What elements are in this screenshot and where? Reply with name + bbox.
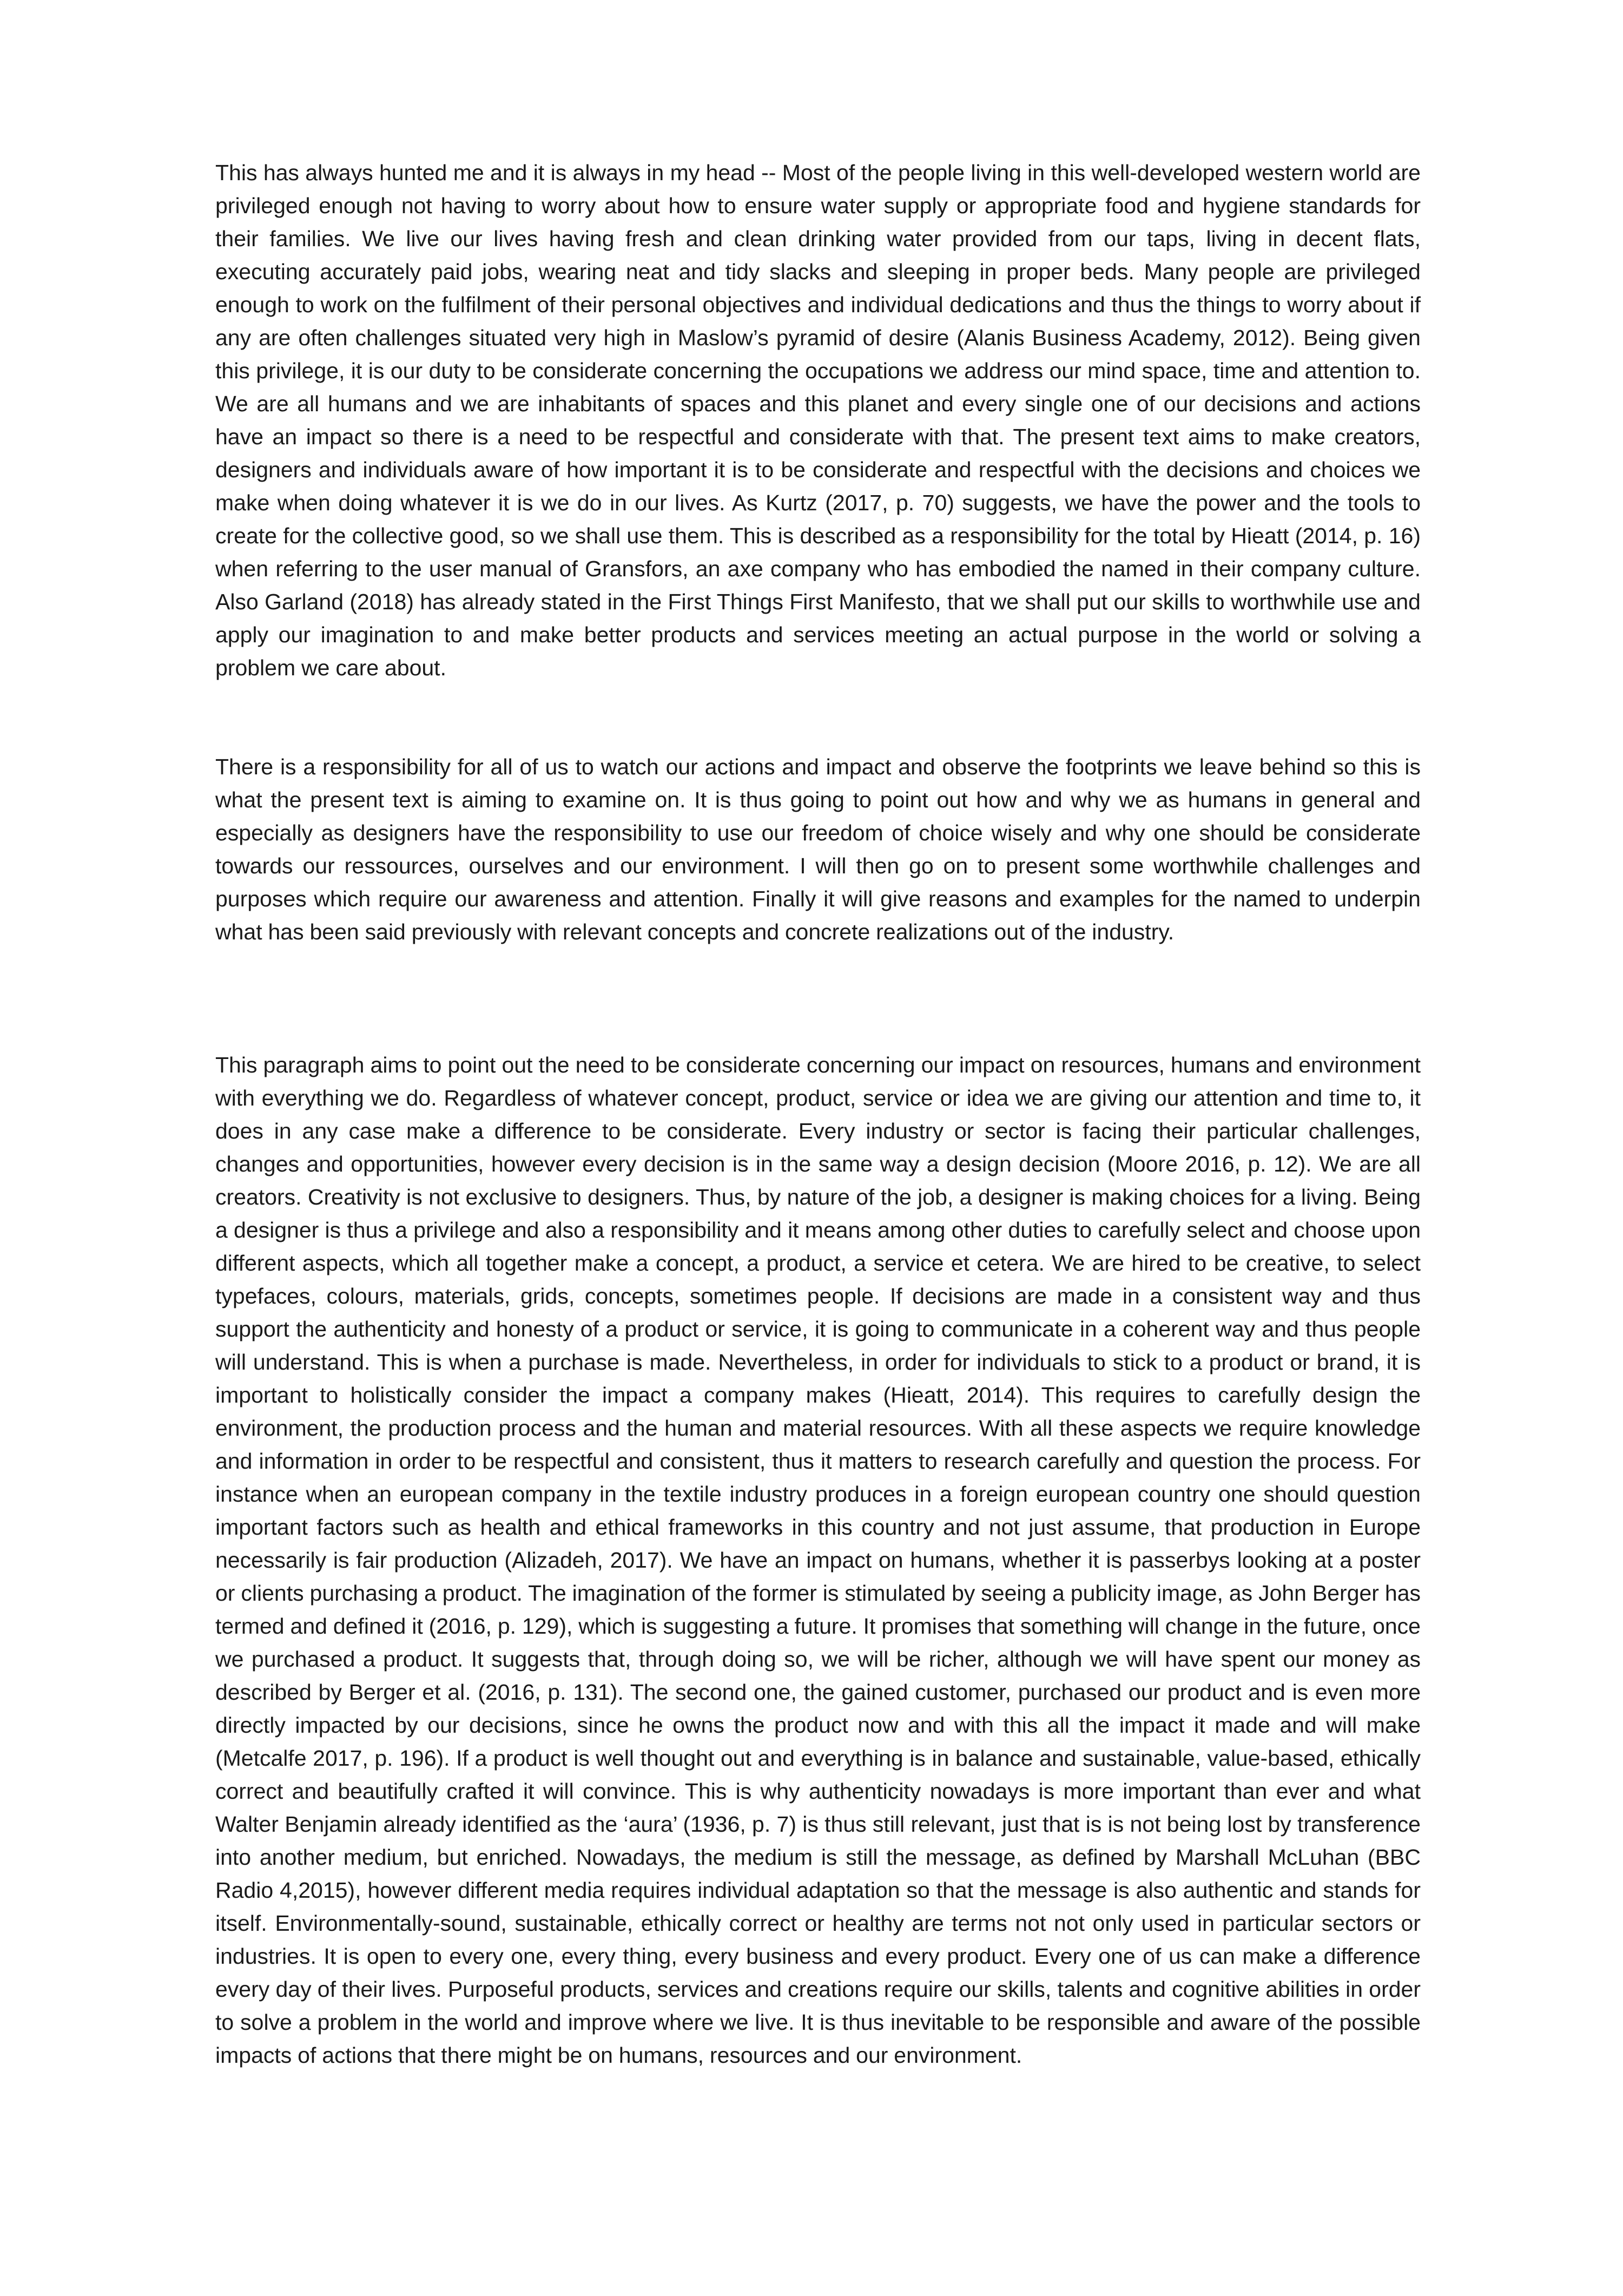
body-paragraph-introduction: This has always hunted me and it is always in my head -- Most of the people living in this well-developed western world are privileged enough not having to worry about how to ensure water supply or appropriate food and hygiene standards for their families. We live our lives having fresh and clean drinking water provided from our taps, living in decent flats, executing accurately paid jobs, wearing neat and tidy slacks and sleeping in proper beds. Many people are privileged enough to work on the fulfilment of their personal objectives and individual dedications and thus the things to worry about if any are often challenges situated very high in Maslow’s pyramid of desire (Alanis Business Academy, 2012). Being given this privilege, it is our duty to be considerate concerning the occupations we address our mind space, time and attention to. We are all humans and we are inhabitants of spaces and this planet and every single one of our decisions and actions have an impact so there is a need to be respectful and considerate with that. The present text aims to make creators, designers and individuals aware of how important it is to be considerate and respectful with the decisions and choices we make when doing whatever it is we do in our lives. As Kurtz (2017, p. 70) suggests, we have the power and the tools to create for the collective good, so we shall use them. This is described as a responsibility for the total by Hieatt (2014, p. 16) when referring to the user manual of Gransfors, an axe company who has embodied the named in their company culture. Also Garland (2018) has already stated in the First Things First Manifesto, that we shall put our skills to worthwhile use and apply our imagination to and make better products and services meeting an actual purpose in the world or solving a problem we care about. bbox=[215, 160, 1421, 680]
body-paragraph-considerate-impact: This paragraph aims to point out the need to be considerate concerning our impact on resources, humans and environment with everything we do. Regardless of whatever concept, product, service or idea we are giving our attention and time to, it does in any case make a difference to be considerate. Every industry or sector is facing their particular challenges, changes and opportunities, however every decision is in the same way a design decision (Moore 2016, p. 12). We are all creators. Creativity is not exclusive to designers. Thus, by nature of the job, a designer is making choices for a living. Being a designer is thus a privilege and also a responsibility and it means among other duties to carefully select and choose upon different aspects, which all together make a concept, a product, a service et cetera. We are hired to be creative, to select typefaces, colours, materials, grids, concepts, sometimes people. If decisions are made in a consistent way and thus support the authenticity and honesty of a product or service, it is going to communicate in a coherent way and thus people will understand. This is when a purchase is made. Nevertheless, in order for individuals to stick to a product or brand, it is important to holistically consider the impact a company makes (Hieatt, 2014). This requires to carefully design the environment, the production process and the human and material resources. With all these aspects we require knowledge and information in order to be respectful and consistent, thus it matters to research carefully and question the process. For instance when an european company in the textile industry produces in a foreign european country one should question important factors such as health and ethical frameworks in this country and not just assume, that production in Europe necessarily is fair production (Alizadeh, 2017). We have an impact on humans, whether it is passerbys looking at a poster or clients purchasing a product. The imagination of the former is stimulated by seeing a publicity image, as John Berger has termed and defined it (2016, p. 129), which is suggesting a future. It promises that something will change in the future, once we purchased a product. It suggests that, through doing so, we will be richer, although we will have spent our money as described by Berger et al. (2016, p. 131). The second one, the gained customer, purchased our product and is even more directly impacted by our decisions, since he owns the product now and with this all the impact it made and will make (Metcalfe 2017, p. 196). If a product is well thought out and everything is in balance and sustainable, value-based, ethically correct and beautifully crafted it will convince. This is why authenticity nowadays is more important than ever and what Walter Benjamin already identified as the ‘aura’ (1936, p. 7) is thus still relevant, just that is is not being lost by transference into another medium, but enriched. Nowadays, the medium is still the message, as defined by Marshall McLuhan (BBC Radio 4,2015), however different media requires individual adaptation so that the message is also authentic and stands for itself. Environmentally-sound, sustainable, ethically correct or healthy are terms not not only used in particular sectors or industries. It is open to every one, every thing, every business and every product. Every one of us can make a difference every day of their lives. Purposeful products, services and creations require our skills, talents and cognitive abilities in order to solve a problem in the world and improve where we live. It is thus inevitable to be responsible and aware of the possible impacts of actions that there might be on humans, resources and our environment. bbox=[215, 1052, 1421, 2068]
body-paragraph-responsibility: There is a responsibility for all of us to watch our actions and impact and observe the footprints we leave behind so this is what the present text is aiming to examine on. It is thus going to point out how and why we as humans in general and especially as designers have the responsibility to use our freedom of choice wisely and why one should be considerate towards our ressources, ourselves and our environment. I will then go on to present some worthwhile challenges and purposes which require our awareness and attention. Finally it will give reasons and examples for the named to underpin what has been said previously with relevant concepts and concrete realizations out of the industry. bbox=[215, 754, 1421, 944]
